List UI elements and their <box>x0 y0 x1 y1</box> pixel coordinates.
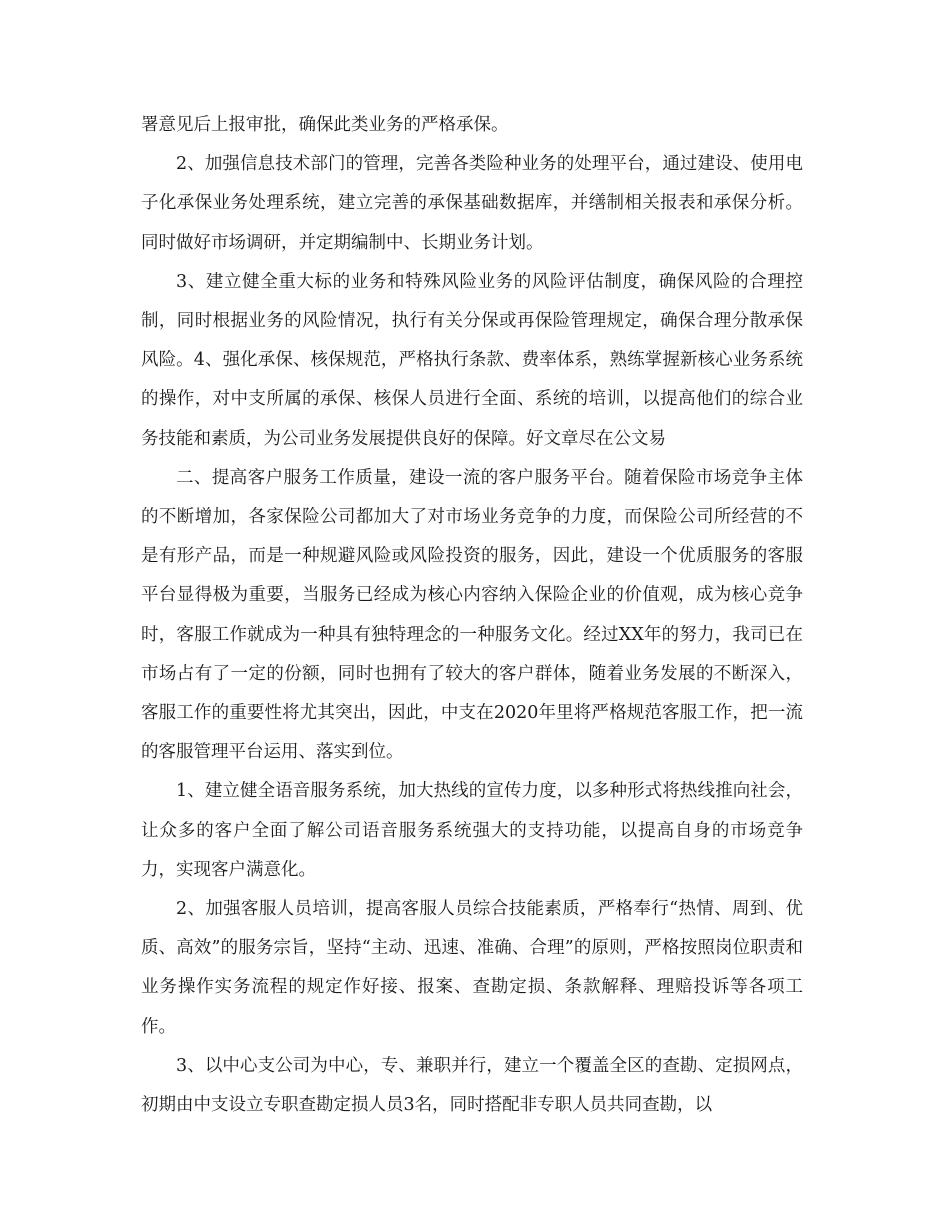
paragraph-voice-service-system: 1、建立健全语音服务系统，加大热线的宣传力度，以多种形式将热线推向社会，让众多的客户全面了解公司语音服务系统强大的支持功能，以提高自身的市场竞争力，实现客户满意化。 <box>141 781 803 880</box>
paragraph-customer-service-platform: 二、提高客户服务工作质量，建设一流的客户服务平台。随着保险市场竞争主体的不断增加，各家保险公司都加大了对市场业务竞争的力度，而保险公司所经营的不是有形产品，而是一种规避风险或风险投资的服务，因此，建设一个优质服务的客服平台显得极为重要，当服务已经成为核心内容纳入保险企业的价值观，成为核心竞争时，客服工作就成为一种具有独特理念的一种服务文化。经过XX年的努力，我司已在市场占有了一定的份额，同时也拥有了较大的客户群体，随着业务发展的不断深入，客服工作的重要性将尤其突出，因此，中支在2020年里将严格规范客服工作，把一流的客服管理平台运用、落实到位。 <box>141 467 803 763</box>
paragraph-risk-assessment: 3、建立健全重大标的业务和特殊风险业务的风险评估制度，确保风险的合理控制，同时根据业务的风险情况，执行有关分保或再保险管理规定，确保合理分散承保风险。4、强化承保、核保规范，严格执行条款、费率体系，熟练掌握新核心业务系统的操作，对中支所属的承保、核保人员进行全面、系统的培训，以提高他们的综合业务技能和素质，为公司业务发展提供良好的保障。好文章尽在公文易 <box>141 271 803 449</box>
paragraph-staff-training: 2、加强客服人员培训，提高客服人员综合技能素质，严格奉行“热情、周到、优质、高效”的服务宗旨，坚持“主动、迅速、准确、合理”的原则，严格按照岗位职责和业务操作实务流程的规定作好接、报案、查勘定损、条款解释、理赔投诉等各项工作。 <box>141 899 803 1037</box>
document-page <box>141 106 803 1125</box>
paragraph-survey-network: 3、以中心支公司为中心，专、兼职并行，建立一个覆盖全区的查勘、定损网点，初期由中支设立专职查勘定损人员3名，同时搭配非专职人员共同查勘，以 <box>141 1055 803 1116</box>
paragraph-it-management: 2、加强信息技术部门的管理，完善各类险种业务的处理平台，通过建设、使用电子化承保业务处理系统，建立完善的承保基础数据库，并缮制相关报表和承保分析。同时做好市场调研，并定期编制中、长期业务计划。 <box>141 154 803 253</box>
paragraph-continued: 署意见后上报审批，确保此类业务的严格承保。 <box>141 115 509 135</box>
